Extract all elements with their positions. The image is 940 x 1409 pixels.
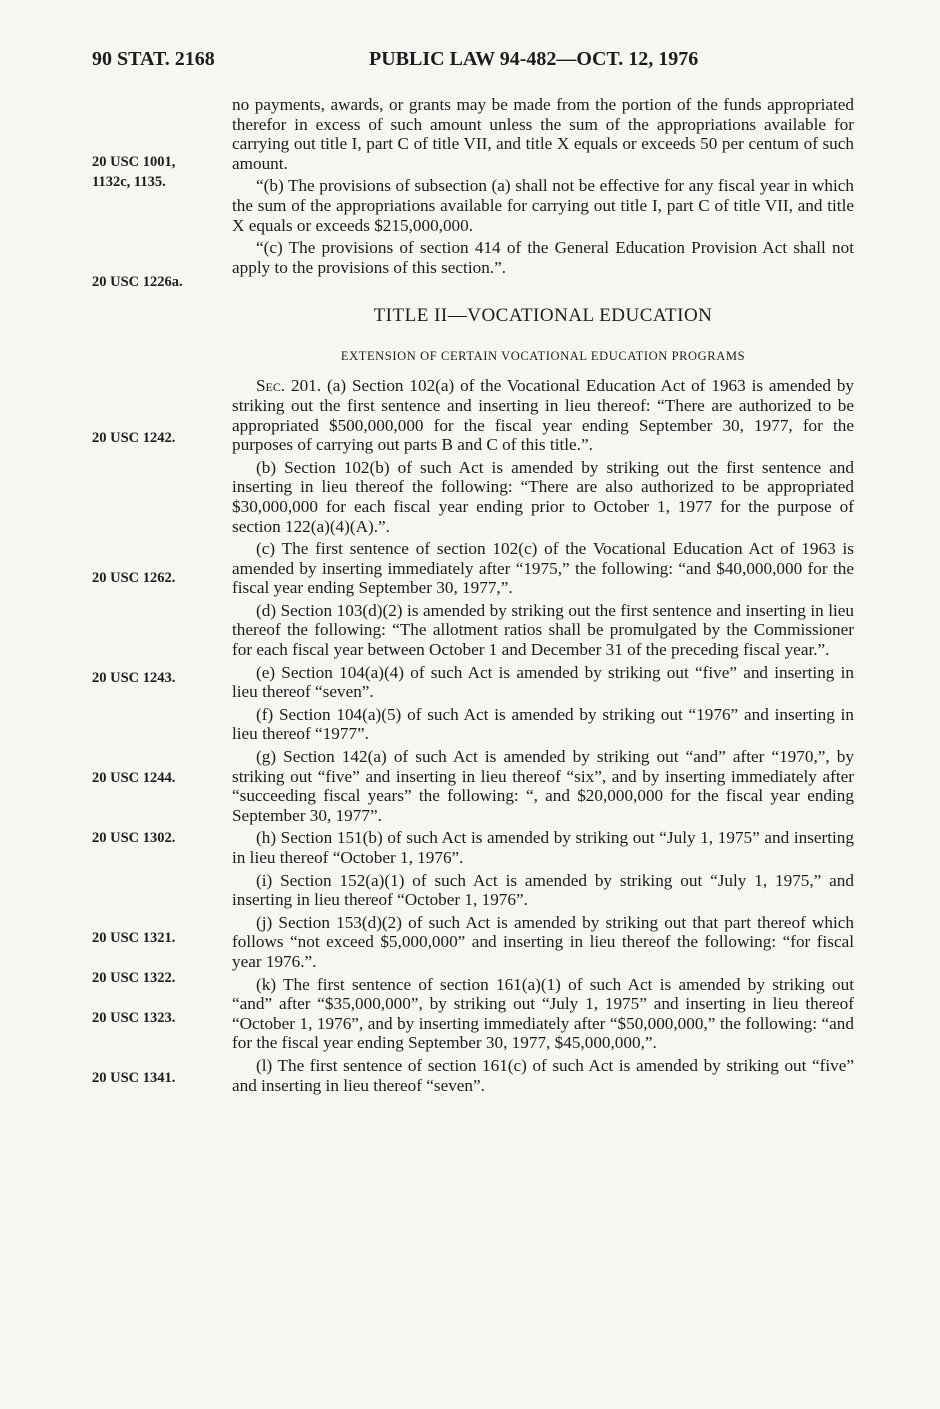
title-heading: TITLE II—VOCATIONAL EDUCATION bbox=[373, 305, 713, 327]
margin-note: 20 USC 1322. bbox=[92, 970, 176, 986]
section-heading: EXTENSION OF CERTAIN VOCATIONAL EDUCATION PROGRAMS bbox=[340, 349, 746, 364]
margin-note: 20 USC 1323. bbox=[92, 1010, 176, 1026]
paragraph-l: (l) The first sentence of section 161(c) of such Act is amended by striking out “five” and inserting in lieu thereof “seven”. bbox=[232, 1055, 854, 1095]
margin-note: 20 USC 1341. bbox=[92, 1070, 176, 1086]
paragraph-c: (c) The first sentence of section 102(c) of the Vocational Education Act of 1963 is amended by inserting immediately after “1975,” the following: “and $40,000,000 for the fiscal year ending September 30, 1977,”. bbox=[232, 539, 854, 598]
paragraph-b: (b) Section 102(b) of such Act is amended by striking out the first sentence and inserting in lieu thereof the following: “There are also authorized to be appropriated $30,000,000 for each fiscal year ending prior to October 1, 1977 for the purpose of section 122(a)(4)(A).”. bbox=[232, 457, 854, 536]
public-law-reference: PUBLIC LAW 94-482—OCT. 12, 1976 bbox=[369, 48, 699, 70]
paragraph-text: (a) Section 102(a) of the Vocational Education Act of 1963 is amended by striking out the first sentence and inserting in lieu thereof: “There are authorized to be appropriated $500,000,000 for the fiscal year ending September 30, 1977, for the purposes of carrying out parts B and C of this title.”. bbox=[232, 376, 855, 455]
margin-note: 20 USC 1244. bbox=[92, 770, 176, 786]
margin-note: 20 USC 1001, bbox=[92, 154, 176, 170]
paragraph-subsection-c: “(c) The provisions of section 414 of the General Education Provision Act shall not apply to the provisions of this section.”. bbox=[232, 238, 854, 277]
page-header bbox=[92, 48, 862, 76]
paragraph-continuation: no payments, awards, or grants may be made from the portion of the funds appropriated therefor in excess of such amount unless the sum of the appropriations available for carrying out title I, part C of title VII, and title X equals or exceeds 50 per centum of such amount. bbox=[232, 95, 854, 173]
paragraph-h: (h) Section 151(b) of such Act is amended by striking out “July 1, 1975” and inserting in lieu thereof “October 1, 1976”. bbox=[232, 828, 854, 867]
paragraph-e: (e) Section 104(a)(4) of such Act is amended by striking out “five” and inserting in lieu thereof “seven”. bbox=[232, 662, 854, 702]
body-text bbox=[232, 95, 854, 1098]
section-label: Sec. 201. bbox=[256, 376, 322, 396]
paragraph-d: (d) Section 103(d)(2) is amended by striking out the first sentence and inserting in lieu thereof the following: “The allotment ratios shall be promulgated by the Commissioner for each fiscal year between October 1 and December 31 of the preceding fiscal year.”. bbox=[232, 600, 854, 660]
margin-note: 20 USC 1243. bbox=[92, 670, 176, 686]
paragraph-subsection-b: “(b) The provisions of subsection (a) shall not be effective for any fiscal year in which the sum of the appropriations available for carrying out title I, part C of title VII, and title X equals or exceeds $215,000,000. bbox=[232, 176, 854, 235]
paragraph-g: (g) Section 142(a) of such Act is amended by striking out “and” after “1970,”, by striking out “five” and inserting in lieu thereof “six”, and by inserting immediately after “succeeding fiscal years” the following: “, and $20,000,000 for the fiscal year ending September 30, 1977”. bbox=[232, 747, 854, 825]
paragraph-f: (f) Section 104(a)(5) of such Act is amended by striking out “1976” and inserting in lieu thereof “1977”. bbox=[232, 704, 854, 744]
margin-note: 20 USC 1226a. bbox=[92, 274, 183, 290]
paragraph-k: (k) The first sentence of section 161(a)(1) of such Act is amended by striking out “and” after “$35,000,000”, by striking out “July 1, 1975” and inserting in lieu thereof “October 1, 1976”, and by inserting immediately after “$50,000,000,” the following: “and for the fiscal year ending September 30, 1977, $45,000,000,”. bbox=[232, 974, 854, 1053]
paragraph-j: (j) Section 153(d)(2) of such Act is amended by striking out that part thereof which follows “not exceed $5,000,000” and inserting in lieu thereof the following: “for fiscal year 1976.”. bbox=[232, 912, 854, 971]
statute-reference: 90 STAT. 2168 bbox=[92, 48, 215, 70]
paragraph-i: (i) Section 152(a)(1) of such Act is amended by striking out “July 1, 1975,” and inserting in lieu thereof “October 1, 1976”. bbox=[232, 870, 854, 910]
margin-note: 20 USC 1262. bbox=[92, 570, 176, 586]
margin-note: 1132c, 1135. bbox=[92, 174, 166, 190]
paragraph-sec-201-a bbox=[232, 376, 854, 454]
margin-note: 20 USC 1321. bbox=[92, 930, 176, 946]
margin-note: 20 USC 1302. bbox=[92, 830, 176, 846]
margin-note: 20 USC 1242. bbox=[92, 430, 176, 446]
